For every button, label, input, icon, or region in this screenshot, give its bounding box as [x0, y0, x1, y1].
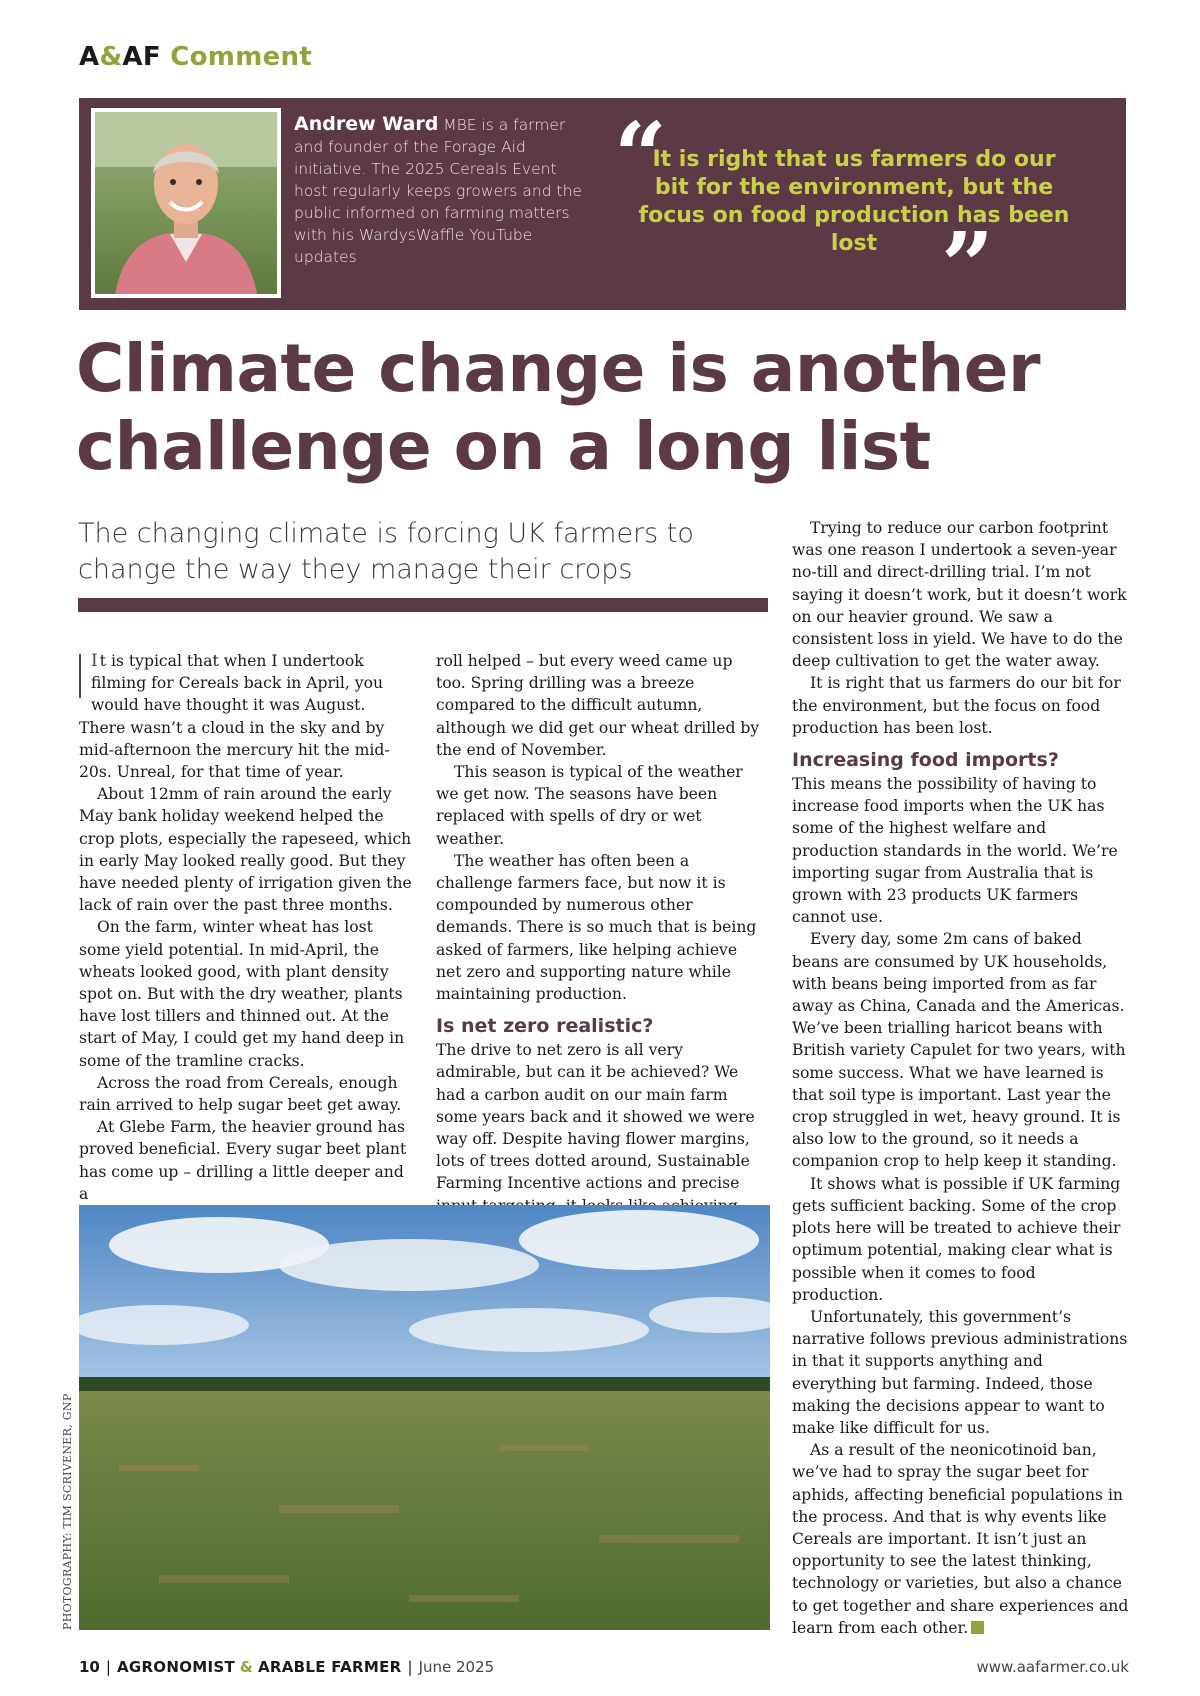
article-column-1	[79, 650, 415, 1205]
paragraph-text: t is typical that when I undertook filming for Cereals back in April, you would have thought it was August. There wasn’t a cloud in the sky and by mid-afternoon the mercury hit the mid-20s. Unreal, for that time of year.	[79, 652, 390, 782]
field-landscape-illustration	[79, 1205, 770, 1630]
paragraph: This means the possibility of having to increase food imports when the UK has some of the highest welfare and production standards in the world. We’re importing sugar from Australia that is grown with 23 products UK farmers cannot use.	[792, 775, 1118, 927]
paragraph: Every day, some 2m cans of baked beans are consumed by UK households, with beans being imported from as far away as China, Canada and the Americas. We’ve been trialling haricot beans with British variety Capulet for two years, with some success. What we have learned is that soil type is important. Last year the crop struggled in wet, heavy ground. It is also low to the ground, so it needs a companion crop to help keep it standing.	[792, 930, 1126, 1171]
dropcap-bar	[79, 654, 85, 698]
field-photo	[79, 1205, 770, 1630]
photo-credit: PHOTOGRAPHY: TIM SCRIVENER, GNP	[61, 1393, 74, 1630]
subheading: Increasing food imports?	[792, 749, 1059, 772]
paragraph: Unfortunately, this government’s narrative follows previous administrations in that it supports anything and everything but farming. Indeed, those making the decisions appear to want to make like difficult for us.	[792, 1307, 1128, 1437]
author-banner	[79, 98, 1126, 320]
article-column-2	[436, 650, 766, 1239]
section-word: Comment	[170, 42, 313, 72]
headline: Climate change is another challenge on a long list	[76, 330, 1040, 485]
author-bio-text: MBE is a farmer and founder of the Forage Aid initiative. The 2025 Cereals Event host regularly keeps growers and the public informed on farming matters with his WardysWaffle YouTube updates	[294, 116, 582, 266]
section-tag	[79, 42, 312, 72]
paragraph: The weather has often been a challenge farmers face, but now it is compounded by numerous other demands. There is so much that is being asked of farmers, like helping achieve net zero and supporting nature while maintaining production.	[436, 851, 757, 1004]
article-column-3	[792, 517, 1130, 1639]
author-portrait	[91, 108, 281, 298]
issue-date: June 2025	[418, 1658, 495, 1676]
paragraph: Across the road from Cereals, enough rain arrived to help sugar beet get away.	[79, 1073, 402, 1115]
magazine-name-b: ARABLE FARMER	[257, 1658, 402, 1676]
paragraph: Trying to reduce our carbon footprint was one reason I undertook a seven-year no-till and direct-drilling trial. I’m not saying it doesn’t work, but it doesn’t work on our heavier ground. We saw a consistent loss in yield. We have to do the deep cultivation to get the water away.	[792, 519, 1127, 671]
paragraph: The drive to net zero is all very admirable, but can it be achieved? We had a carbon audit on our main farm some years back and it showed we were way off. Despite having flower margins, lots of trees dotted around, Sustainable Farming Incentive actions and precise	[436, 1041, 755, 1193]
standfirst-rule	[78, 598, 768, 612]
brand-amp: &	[99, 42, 123, 72]
website-link[interactable]: www.aafarmer.co.uk	[976, 1658, 1129, 1676]
author-photo-illustration	[95, 112, 277, 294]
paragraph: roll helped – but every weed came up too. Spring drilling was a breeze compared to the difficult autumn, although we did get our wheat drilled by the end of November.	[436, 652, 760, 759]
magazine-name-a: AGRONOMIST	[116, 1658, 236, 1676]
paragraph: It shows what is possible if UK farming gets sufficient backing. Some of the crop plots here will be treated to achieve their optimum potential, making clear what is possible when it comes to food production.	[792, 1174, 1121, 1304]
paragraph	[792, 1439, 1130, 1639]
paragraph: On the farm, winter wheat has lost some yield potential. In mid-April, the wheats looked good, with plant density spot on. But with the dry weather, plants have lost tillers and thinned out. At the start of May, I could get my hand deep in some of the tramline cracks.	[79, 918, 405, 1070]
author-bio	[294, 113, 584, 268]
dropcap-letter: I	[91, 651, 98, 671]
open-quote-icon: “	[614, 102, 667, 210]
standfirst: The changing climate is forcing UK farmers to change the way they manage their crops	[78, 518, 694, 585]
subheading: Is net zero realistic?	[436, 1015, 654, 1038]
close-quote-icon: ”	[941, 212, 994, 320]
page-number: 10	[79, 1658, 100, 1676]
footer-separator: |	[105, 1658, 111, 1676]
author-name: Andrew Ward	[294, 113, 439, 135]
magazine-amp: &	[239, 1658, 254, 1676]
pull-quote: It is right that us farmers do our bit for the environment, but the focus on food production has been lost	[638, 147, 1070, 256]
page-footer	[79, 1658, 1129, 1676]
end-mark-icon	[971, 1621, 984, 1634]
paragraph-text: As a result of the neonicotinoid ban, we’ve had to spray the sugar beet for aphids, affecting beneficial populations in the process. And that is why events like Cereals are important. It isn’t just an opportunity to see the latest thinking, technology or varieties, but also a chance to get together and share experiences and learn from each other.	[792, 1441, 1129, 1637]
paragraph: It is right that us farmers do our bit for the environment, but the focus on food production has been lost.	[792, 674, 1121, 737]
paragraph	[79, 650, 415, 783]
brand-a: A	[79, 42, 100, 72]
paragraph: At Glebe Farm, the heavier ground has proved beneficial. Every sugar beet plant has come up – drilling a little deeper and a	[79, 1118, 407, 1203]
brand-af: AF	[122, 42, 161, 72]
paragraph: This season is typical of the weather we get now. The seasons have been replaced with spells of dry or wet weather.	[436, 763, 743, 848]
paragraph: About 12mm of rain around the early May bank holiday weekend helped the crop plots, especially the rapeseed, which in early May looked really good. But they have needed plenty of irrigation given the lack of rain over the past three months.	[79, 785, 412, 915]
footer-separator: |	[407, 1658, 413, 1676]
